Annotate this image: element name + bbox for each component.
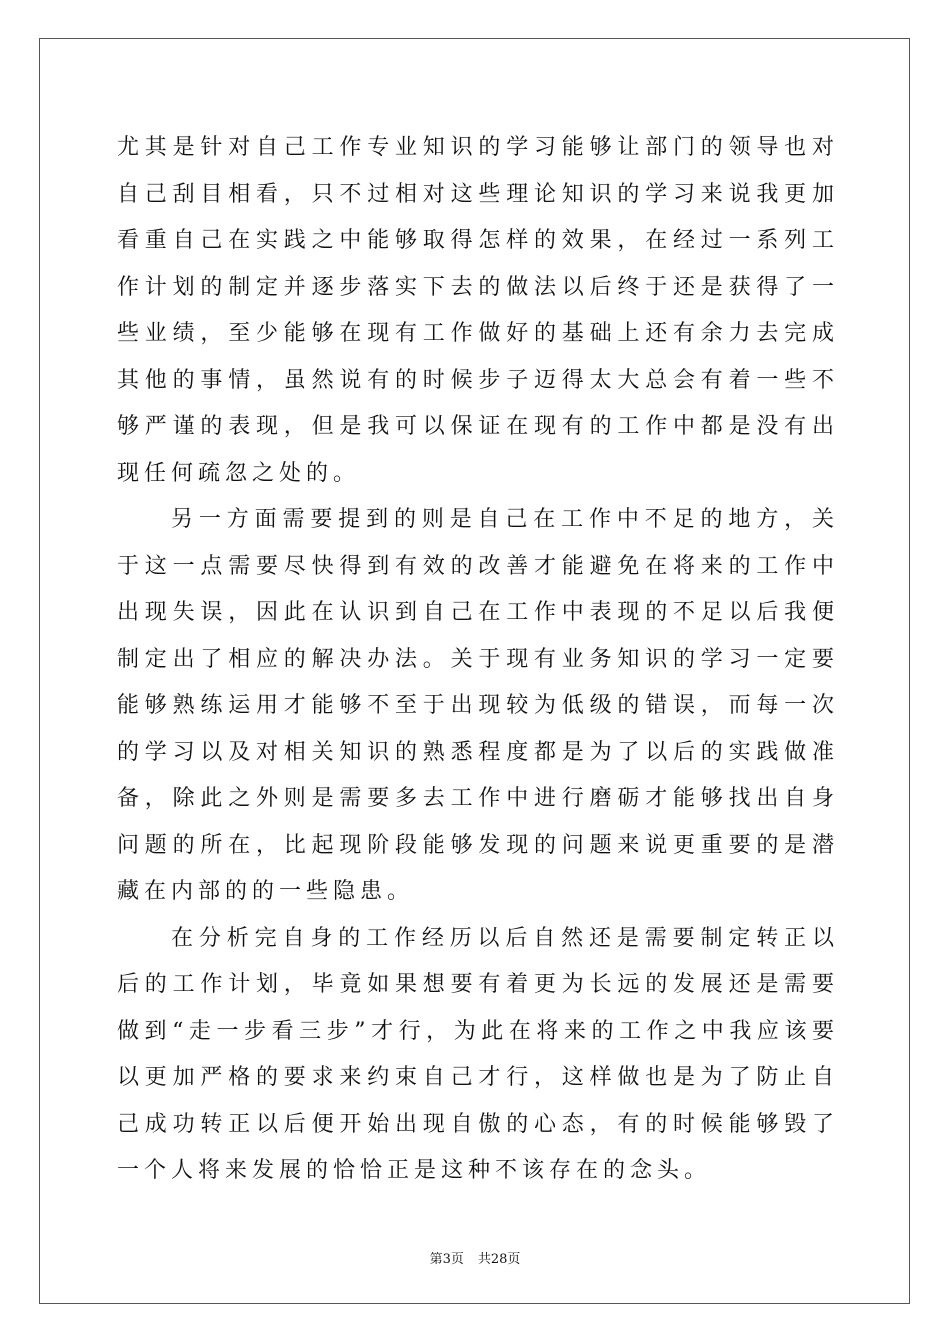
page-footer	[0, 1248, 950, 1267]
paragraph-3: 在分析完自身的工作经历以后自然还是需要制定转正以后的工作计划，毕竟如果想要有着更为长远的发展还是需要做到“走一步看三步”才行，为此在将来的工作之中我应该要以更加严格的要求来约束自己才行，这样做也是为了防止自己成功转正以后便开始出现自傲的心态，有的时候能够毁了一个人将来发展的恰恰正是这种不该存在的念头。	[117, 925, 839, 1183]
paragraph-2: 另一方面需要提到的则是自己在工作中不足的地方，关于这一点需要尽快得到有效的改善才能避免在将来的工作中出现失误，因此在认识到自己在工作中表现的不足以后我便制定出了相应的解决办法。关于现有业务知识的学习一定要能够熟练运用才能够不至于出现较为低级的错误，而每一次的学习以及对相关知识的熟悉程度都是为了以后的实践做准备，除此之外则是需要多去工作中进行磨砺才能够找出自身问题的所在，比起现阶段能够发现的问题来说更重要的是潜藏在内部的的一些隐患。	[117, 507, 839, 904]
page-number: 第3页	[429, 1252, 464, 1267]
document-body	[117, 125, 839, 1195]
page-total: 共28页	[477, 1252, 521, 1267]
paragraph-1: 尤其是针对自己工作专业知识的学习能够让部门的领导也对自己刮目相看，只不过相对这些理论知识的学习来说我更加看重自己在实践之中能够取得怎样的效果，在经过一系列工作计划的制定并逐步落实下去的做法以后终于还是获得了一些业绩，至少能够在现有工作做好的基础上还有余力去完成其他的事情，虽然说有的时候步子迈得太大总会有着一些不够严谨的表现，但是我可以保证在现有的工作中都是没有出现任何疏忽之处的。	[117, 135, 839, 486]
